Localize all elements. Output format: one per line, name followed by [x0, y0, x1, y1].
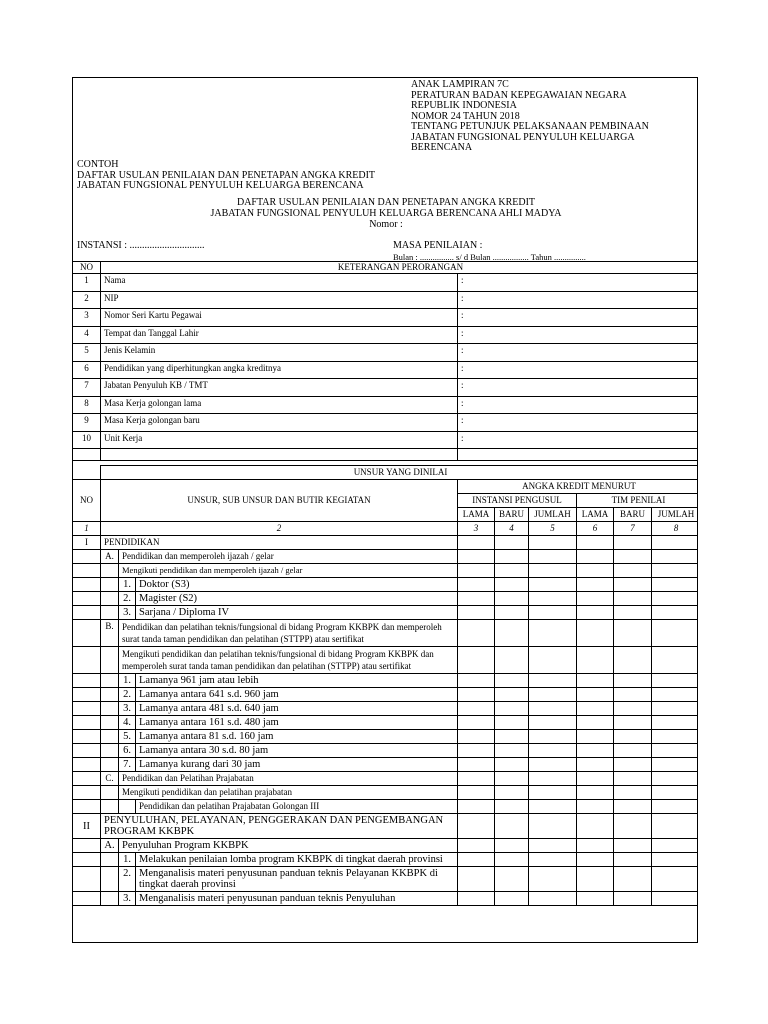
row-label: Jabatan Penyuluh KB / TMT — [101, 379, 458, 397]
table-row — [73, 786, 699, 800]
row-value[interactable]: : — [458, 326, 699, 344]
item-no: 1. — [119, 578, 136, 592]
row-no: 6 — [73, 361, 101, 379]
row-value[interactable]: : — [458, 379, 699, 397]
item-no: 3. — [119, 892, 136, 906]
table-row — [73, 772, 699, 786]
item-no: 4. — [119, 716, 136, 730]
table-row — [73, 578, 699, 592]
table-row — [73, 730, 699, 744]
item-no: 5. — [119, 730, 136, 744]
row-label: Masa Kerja golongan baru — [101, 414, 458, 432]
col-number: 1 — [73, 522, 101, 536]
row-value[interactable]: : — [458, 414, 699, 432]
table-row — [73, 344, 699, 362]
unsur-header-row — [73, 466, 699, 480]
item-label: Menganalisis materi penyusunan panduan teknis Pelayanan KKBPK di tingkat daerah provinsi — [136, 867, 458, 892]
table-row — [73, 592, 699, 606]
baru-heading: BARU — [614, 508, 652, 522]
header-line: ANAK LAMPIRAN 7C — [411, 79, 509, 90]
sub-unsur-label: Pendidikan dan memperoleh ijazah / gelar — [119, 550, 458, 564]
row-label: Nama — [101, 274, 458, 292]
contoh-block — [77, 160, 375, 192]
row-value[interactable]: : — [458, 361, 699, 379]
item-label: Pendidikan dan pelatihan Prajabatan Golongan III — [136, 800, 458, 814]
header-line: JABATAN FUNGSIONAL PENYULUH KELUARGA — [411, 131, 635, 143]
item-no: 1. — [119, 853, 136, 867]
row-no: 8 — [73, 396, 101, 414]
row-no: I — [73, 536, 101, 550]
row-value[interactable]: : — [458, 396, 699, 414]
unsur-label: PENDIDIKAN — [101, 536, 458, 550]
table-row — [73, 274, 699, 292]
table-row — [73, 688, 699, 702]
row-no: II — [73, 814, 101, 839]
item-no: 3. — [119, 702, 136, 716]
row-no: 5 — [73, 344, 101, 362]
item-label: Lamanya antara 161 s.d. 480 jam — [136, 716, 458, 730]
no-heading: NO — [73, 480, 101, 522]
table-row — [73, 550, 699, 564]
form-page — [72, 77, 698, 943]
header-line: TENTANG PETUNJUK PELAKSANAAN PEMBINAAN — [411, 121, 649, 132]
lampiran-header — [411, 80, 649, 154]
table-row — [73, 867, 699, 892]
angka-kredit-heading: ANGKA KREDIT MENURUT — [458, 480, 699, 494]
item-label: Lamanya antara 30 s.d. 80 jam — [136, 744, 458, 758]
table-row — [73, 674, 699, 688]
row-no: 7 — [73, 379, 101, 397]
sub-unsur-label: Pendidikan dan pelatihan teknis/fungsional di bidang Program KKBPK dan memperoleh surat tanda taman pendidikan dan pelatihan (STTPP) atau sertifikat — [119, 620, 458, 647]
row-no: 9 — [73, 414, 101, 432]
header-line: NOMOR 24 TAHUN 2018 — [411, 110, 520, 122]
item-label: Sarjana / Diploma IV — [136, 606, 458, 620]
item-no: 2. — [119, 688, 136, 702]
table-row — [73, 414, 699, 432]
item-label: Lamanya antara 481 s.d. 640 jam — [136, 702, 458, 716]
row-value[interactable]: : — [458, 344, 699, 362]
table-row — [73, 431, 699, 449]
table-row — [73, 814, 699, 839]
table-row — [73, 291, 699, 309]
item-label: Lamanya antara 641 s.d. 960 jam — [136, 688, 458, 702]
table-row — [73, 853, 699, 867]
angka-header-row — [73, 480, 699, 494]
column-number-row — [73, 522, 699, 536]
lama-heading: LAMA — [577, 508, 614, 522]
col-keterangan: KETERANGAN PERORANGAN — [101, 262, 699, 274]
row-no: 10 — [73, 431, 101, 449]
butir-label: Mengikuti pendidikan dan pelatihan teknis/fungsional di bidang Program KKBPK dan memperoleh surat tanda taman pendidikan dan pelatihan (STTPP) atau sertifikat — [119, 647, 458, 674]
title-line: JABATAN FUNGSIONAL PENYULUH KELUARGA BERENCANA AHLI MADYA — [210, 208, 562, 219]
col-number: 3 — [458, 522, 495, 536]
baru-heading: BARU — [495, 508, 529, 522]
sub-letter: A. — [101, 839, 119, 853]
sub-unsur-label: Penyuluhan Program KKBPK — [119, 839, 458, 853]
sub-unsur-label: Pendidikan dan Pelatihan Prajabatan — [119, 772, 458, 786]
contoh-line: JABATAN FUNGSIONAL PENYULUH KELUARGA BERENCANA — [77, 180, 364, 191]
item-no: 1. — [119, 674, 136, 688]
item-no: 6. — [119, 744, 136, 758]
item-label: Melakukan penilaian lomba program KKBPK di tingkat daerah provinsi — [136, 853, 458, 867]
spacer-row — [73, 449, 699, 461]
row-label: Tempat dan Tanggal Lahir — [101, 326, 458, 344]
item-label: Menganalisis materi penyusunan panduan teknis Penyuluhan — [136, 892, 458, 906]
row-value[interactable]: : — [458, 309, 699, 327]
item-label: Lamanya 961 jam atau lebih — [136, 674, 458, 688]
table-row — [73, 839, 699, 853]
tim-penilai-heading: TIM PENILAI — [577, 494, 699, 508]
sub-letter: A. — [101, 550, 119, 564]
bulan-range: Bulan : ................ s/ d Bulan ................. Tahun ............... — [393, 252, 586, 262]
item-no: 2. — [119, 592, 136, 606]
col-number: 8 — [652, 522, 699, 536]
col-number: 5 — [529, 522, 577, 536]
row-value[interactable]: : — [458, 291, 699, 309]
row-no: 1 — [73, 274, 101, 292]
item-label: Magister (S2) — [136, 592, 458, 606]
row-label: Unit Kerja — [101, 431, 458, 449]
row-label: Masa Kerja golongan lama — [101, 396, 458, 414]
table-row — [73, 716, 699, 730]
item-no: 3. — [119, 606, 136, 620]
table-row — [73, 379, 699, 397]
row-label: Pendidikan yang diperhitungkan angka kreditnya — [101, 361, 458, 379]
table-row — [73, 620, 699, 647]
document-title — [73, 197, 698, 230]
unsur-table — [72, 465, 698, 906]
table-row — [73, 702, 699, 716]
personal-info-table — [72, 261, 698, 461]
table-row — [73, 536, 699, 550]
col-number: 2 — [101, 522, 458, 536]
title-line: DAFTAR USULAN PENILAIAN DAN PENETAPAN ANGKA KREDIT — [236, 197, 536, 208]
item-label: Doktor (S3) — [136, 578, 458, 592]
row-label: Jenis Kelamin — [101, 344, 458, 362]
table-row — [73, 606, 699, 620]
item-label: Lamanya antara 81 s.d. 160 jam — [136, 730, 458, 744]
jumlah-heading: JUMLAH — [529, 508, 577, 522]
row-no: 4 — [73, 326, 101, 344]
table-row — [73, 396, 699, 414]
table-row — [73, 564, 699, 578]
header-line: PERATURAN BADAN KEPEGAWAIAN NEGARA — [411, 89, 627, 101]
row-no: 2 — [73, 291, 101, 309]
unsur-dinilai-heading: UNSUR YANG DINILAI — [101, 466, 699, 480]
contoh-line: CONTOH — [77, 159, 119, 170]
col-number: 4 — [495, 522, 529, 536]
jumlah-heading: JUMLAH — [652, 508, 699, 522]
table-header-row — [73, 262, 699, 274]
col-number: 6 — [577, 522, 614, 536]
item-label: Lamanya kurang dari 30 jam — [136, 758, 458, 772]
row-value[interactable]: : — [458, 431, 699, 449]
item-no: 7. — [119, 758, 136, 772]
unsur-label: PENYULUHAN, PELAYANAN, PENGGERAKAN DAN PENGEMBANGAN PROGRAM KKBPK — [101, 814, 458, 839]
sub-letter: C. — [101, 772, 119, 786]
butir-label: Mengikuti pendidikan dan pelatihan prajabatan — [119, 786, 458, 800]
table-row — [73, 800, 699, 814]
table-row — [73, 758, 699, 772]
instansi-field: INSTANSI : .............................. — [77, 240, 205, 251]
instansi-pengusul-heading: INSTANSI PENGUSUL — [458, 494, 577, 508]
masa-penilaian-label: MASA PENILAIAN : — [393, 240, 483, 251]
row-label: NIP — [101, 291, 458, 309]
col-no: NO — [73, 262, 101, 274]
row-label: Nomor Seri Kartu Pegawai — [101, 309, 458, 327]
title-nomor: Nomor : — [369, 219, 403, 230]
header-line: BERENCANA — [411, 142, 473, 153]
table-row — [73, 326, 699, 344]
table-row — [73, 647, 699, 674]
table-row — [73, 892, 699, 906]
butir-label: Mengikuti pendidikan dan memperoleh ijazah / gelar — [119, 564, 458, 578]
table-row — [73, 309, 699, 327]
item-no: 2. — [119, 867, 136, 892]
row-no: 3 — [73, 309, 101, 327]
sub-letter: B. — [101, 620, 119, 647]
col-number: 7 — [614, 522, 652, 536]
table-row — [73, 361, 699, 379]
contoh-line: DAFTAR USULAN PENILAIAN DAN PENETAPAN ANGKA KREDIT — [77, 169, 376, 181]
row-value[interactable]: : — [458, 274, 699, 292]
unsur-sub-heading: UNSUR, SUB UNSUR DAN BUTIR KEGIATAN — [101, 480, 458, 522]
header-line: REPUBLIK INDONESIA — [411, 100, 517, 111]
table-row — [73, 744, 699, 758]
lama-heading: LAMA — [458, 508, 495, 522]
